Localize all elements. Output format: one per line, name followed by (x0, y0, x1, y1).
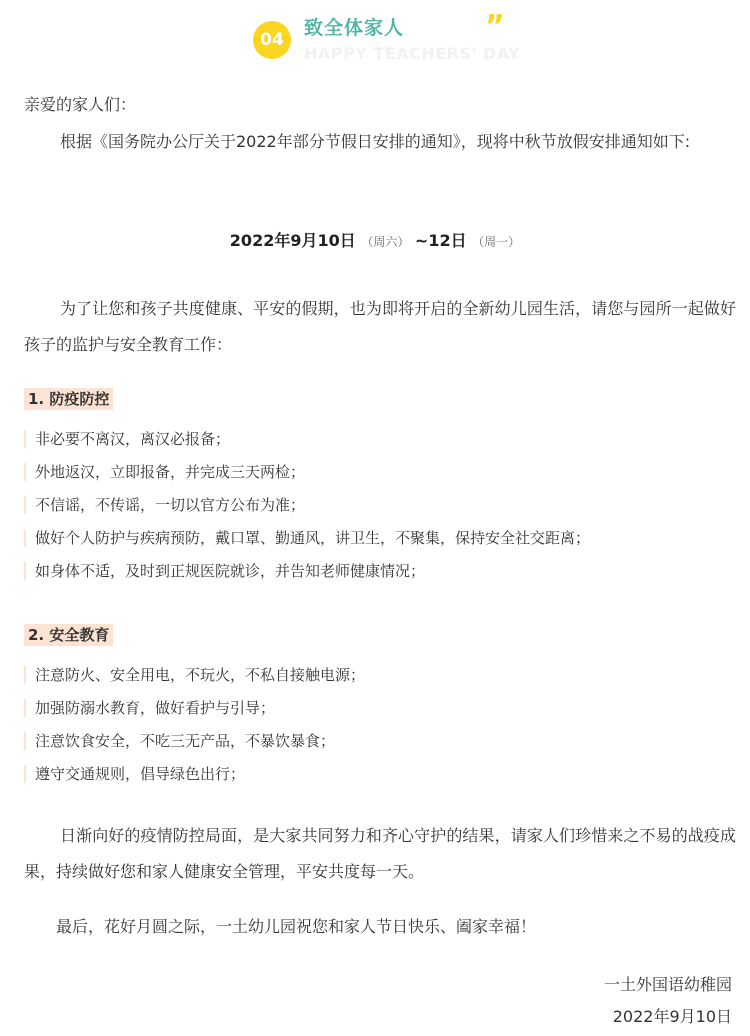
signature: 一土外国语幼稚园 (603, 975, 732, 994)
header-subtitle: HAPPY TEACHERS' DAY (304, 44, 521, 63)
list-item-text: 加强防溺水教育，做好看护与引导； (35, 699, 276, 717)
holiday-dates (0, 228, 750, 251)
wishes-paragraph: 最后，花好月圆之际，一土幼儿园祝您和家人节日快乐、阖家幸福！ (56, 917, 537, 936)
signature-date: 2022年9月10日 (612, 1007, 732, 1026)
section-title: 1. 防疫防控 (24, 388, 113, 410)
list-item-text: 非必要不离汉，离汉必报备； (35, 430, 231, 448)
header (0, 0, 750, 78)
bullet-bar (24, 562, 26, 580)
bullet-bar (24, 529, 26, 547)
list-item-text: 不信谣，不传谣，一切以官方公布为准； (35, 496, 306, 514)
section-title: 2. 安全教育 (24, 624, 113, 646)
list-item-text: 遵守交通规则，倡导绿色出行； (35, 765, 246, 783)
list-item-text: 注意饮食安全，不吃三无产品，不暴饮暴食； (35, 732, 336, 750)
bullet-bar (24, 732, 26, 750)
bullet-bar (24, 765, 26, 783)
intro-paragraph: 为了让您和孩子共度健康、平安的假期，也为即将开启的全新幼儿园生活，请您与园所一起做好孩子的监护与安全教育工作： (24, 299, 736, 354)
list-item-text: 注意防火、安全用电，不玩火，不私自接触电源； (35, 666, 366, 684)
holiday-end-weekday: （周一） (472, 235, 521, 249)
holiday-start-weekday: （周六） (361, 235, 410, 249)
bullet-bar (24, 463, 26, 481)
quote-icon: ” (485, 9, 505, 44)
closing-paragraph: 日渐向好的疫情防控局面，是大家共同努力和齐心守护的结果，请家人们珍惜来之不易的战疫成果，持续做好您和家人健康安全管理，平安共度每一天。 (24, 826, 736, 881)
holiday-separator: ~ (414, 231, 429, 250)
list-item-text: 外地返汉，立即报备，并完成三天两检； (35, 463, 306, 481)
greeting: 亲爱的家人们： (24, 95, 137, 114)
number-badge: 04 (253, 21, 291, 59)
holiday-end: 12日 (428, 231, 467, 250)
header-title: 致全体家人 (304, 17, 405, 39)
list-item-text: 如身体不适，及时到正规医院就诊，并告知老师健康情况； (35, 562, 426, 580)
bullet-bar (24, 666, 26, 684)
holiday-start: 2022年9月10日 (229, 231, 356, 250)
bullet-bar (24, 496, 26, 514)
bullet-bar (24, 430, 26, 448)
notice-paragraph: 根据《国务院办公厅关于2022年部分节假日安排的通知》，现将中秋节放假安排通知如下: (60, 132, 691, 151)
list-item-text: 做好个人防护与疾病预防，戴口罩、勤通风，讲卫生，不聚集，保持安全社交距离； (35, 529, 591, 547)
bullet-bar (24, 699, 26, 717)
